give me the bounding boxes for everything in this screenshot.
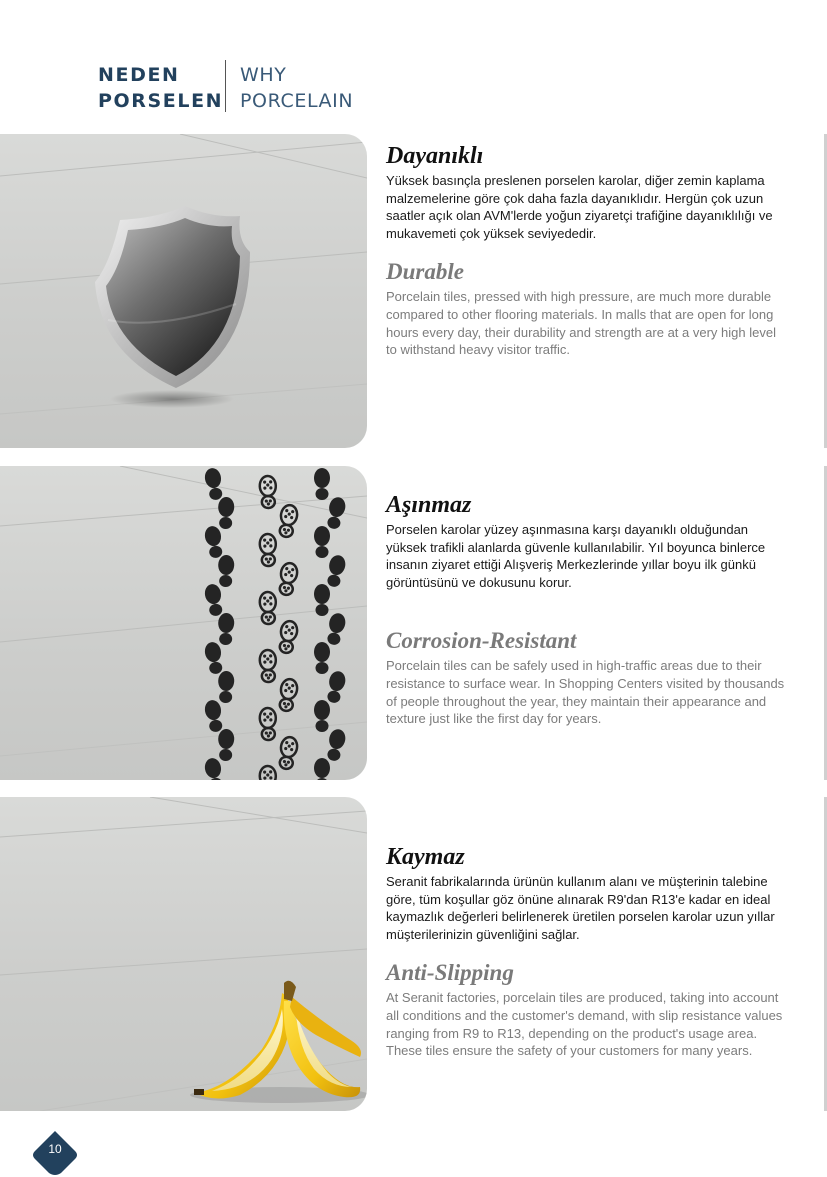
banana-peel-icon (0, 797, 367, 1111)
header-divider (225, 60, 226, 112)
header-title-tr (98, 62, 224, 114)
sneaker-print (277, 678, 298, 712)
shoe-print (314, 758, 330, 780)
shoe-print (325, 612, 347, 647)
header-title-en-line1: WHY (240, 64, 287, 86)
header-title-en-line2: PORCELAIN (240, 90, 354, 112)
sneaker-print (259, 476, 276, 509)
shoe-print (217, 671, 234, 704)
shield-icon (0, 134, 367, 448)
section-title-tr: Kaymaz (386, 844, 465, 870)
shoe-print (314, 526, 330, 558)
sneaker-print (277, 562, 298, 596)
footprints-image-panel (0, 466, 367, 780)
shoe-print (203, 641, 224, 675)
section-durable (386, 142, 786, 359)
shoe-print (203, 699, 224, 733)
header-title-en (240, 62, 400, 114)
sneaker-print (277, 504, 298, 538)
footprints-icon (0, 466, 367, 780)
shoe-print (203, 525, 224, 559)
section-corrosion-resistant (386, 491, 786, 728)
section-title-en: Durable (386, 259, 464, 285)
sneaker-print (277, 620, 298, 654)
sneaker-print (259, 534, 276, 567)
header-title-tr-line2: PORSELEN (98, 90, 224, 112)
shoe-print (217, 729, 234, 762)
shoe-print (203, 583, 224, 617)
shield-image-panel (0, 134, 367, 448)
section-anti-slipping (386, 843, 786, 1060)
shoe-print (217, 555, 234, 588)
section-body-tr: Porselen karolar yüzey aşınmasına karşı dayanıklı olduğundan yüksek trafikli alanlarda güvenle kullanılabilir. Yıl boyunca binlerce insanın ziyaret ettiği Alışveriş Merkezlerinde yıllar boyu ilk günkü görüntüsünü ve dokusunu korur. (386, 522, 766, 590)
shoe-print (325, 554, 347, 589)
shoe-print (217, 613, 234, 646)
sneaker-print (259, 592, 276, 625)
shoe-print (203, 757, 224, 780)
header-title-tr-line1: NEDEN (98, 64, 180, 86)
section-body-tr: Yüksek basınçla preslenen porselen karolar, diğer zemin kaplama malzemelerine göre çok daha fazla dayanıklıdır. Hergün çok uzun saatler açık olan AVM'lerde yoğun ziyaretçi trafiğine dayanıklılığı ve mukavemeti çok yüksek seviyededir. (386, 173, 773, 241)
sneaker-print (259, 650, 276, 683)
page-number: 10 (48, 1142, 62, 1156)
shoe-print (325, 670, 347, 705)
section-body-en: Porcelain tiles, pressed with high pressure, are much more durable compared to other flooring materials. In malls that are open for long hours every day, their durability and strength are at a very high level to withstand heavy visitor traffic. (386, 289, 776, 358)
banana-image-panel (0, 797, 367, 1111)
sneaker-print (259, 766, 276, 780)
section-body-en: At Seranit factories, porcelain tiles are produced, taking into account all conditions and the customer's demand, with slip resistance values ranging from R9 to R13, depending on the product's usage area. These tiles ensure the safety of your customers for many years. (386, 990, 783, 1059)
shoe-print (325, 728, 347, 763)
shoe-print (314, 468, 330, 500)
section-body-en: Porcelain tiles can be safely used in high-traffic areas due to their resistance to surface wear. In Shopping Centers visited by thousands of people throughout the year, they maintain their appearance and texture just like the first day for years. (386, 658, 785, 727)
sneaker-print (259, 708, 276, 741)
section-title-tr: Dayanıklı (386, 143, 484, 169)
section-title-en: Corrosion-Resistant (386, 628, 577, 654)
sneaker-print (277, 736, 298, 770)
section-body-tr: Seranit fabrikalarında ürünün kullanım alanı ve müşterinin talebine göre, tüm koşullar göz önüne alınarak R9'dan R13'e kadar en ideal kaymazlık değerleri belirlenerek üretilen porselen karolar uzun yıllar müşterilerinizin güvenliğini sağlar. (386, 874, 775, 942)
shoe-print (314, 700, 330, 732)
section-title-tr: Aşınmaz (386, 492, 472, 518)
shoe-print (314, 584, 330, 616)
shoe-print (314, 642, 330, 674)
shoe-print (217, 497, 234, 530)
section-title-en: Anti-Slipping (386, 960, 514, 986)
